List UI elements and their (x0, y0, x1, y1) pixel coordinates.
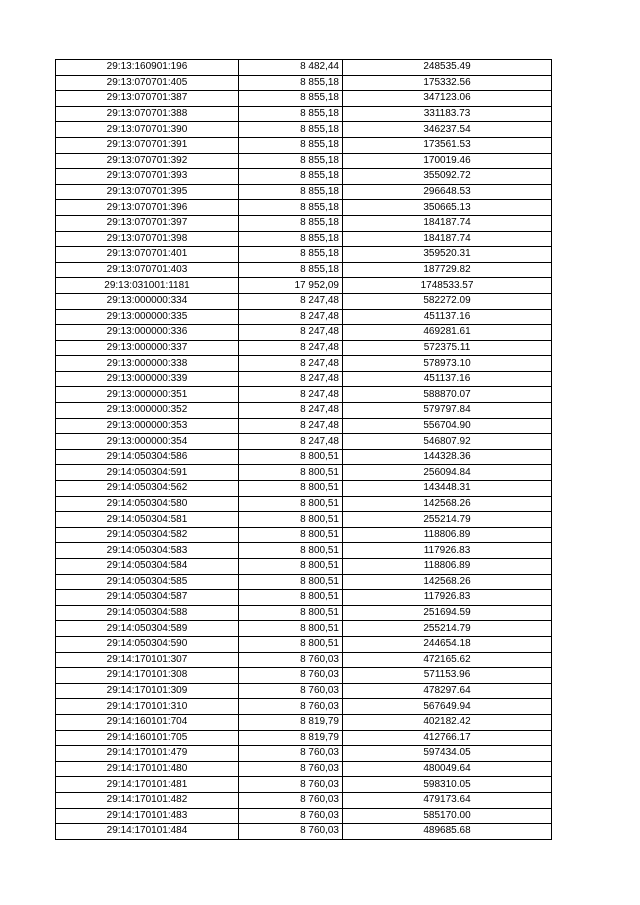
cadastral-number-cell: 29:13:160901:196 (56, 60, 239, 76)
cadastral-number-cell: 29:13:070701:398 (56, 231, 239, 247)
cadastral-number-cell: 29:13:070701:392 (56, 153, 239, 169)
table-row (56, 153, 552, 169)
value-cell: 296648.53 (343, 184, 552, 200)
cadastral-number-cell: 29:14:050304:584 (56, 559, 239, 575)
table-row (56, 75, 552, 91)
cadastral-number-cell: 29:13:000000:353 (56, 418, 239, 434)
area-cell: 8 800,51 (239, 465, 343, 481)
area-cell: 8 760,03 (239, 746, 343, 762)
area-cell: 8 800,51 (239, 512, 343, 528)
cadastral-number-cell: 29:13:070701:387 (56, 91, 239, 107)
area-cell: 8 760,03 (239, 761, 343, 777)
area-cell: 8 800,51 (239, 496, 343, 512)
area-cell: 8 760,03 (239, 777, 343, 793)
value-cell: 184187.74 (343, 231, 552, 247)
value-cell: 142568.26 (343, 496, 552, 512)
cadastral-number-cell: 29:13:070701:403 (56, 262, 239, 278)
cadastral-number-cell: 29:13:070701:401 (56, 247, 239, 263)
table-row (56, 824, 552, 840)
value-cell: 355092.72 (343, 169, 552, 185)
value-cell: 1748533.57 (343, 278, 552, 294)
value-cell: 489685.68 (343, 824, 552, 840)
cadastral-number-cell: 29:14:170101:310 (56, 699, 239, 715)
value-cell: 143448.31 (343, 481, 552, 497)
cadastral-number-cell: 29:13:070701:397 (56, 215, 239, 231)
cadastral-number-cell: 29:13:070701:388 (56, 106, 239, 122)
table-row (56, 340, 552, 356)
table-row (56, 200, 552, 216)
cadastral-value-table (55, 59, 552, 840)
value-cell: 556704.90 (343, 418, 552, 434)
table-row (56, 746, 552, 762)
cadastral-number-cell: 29:14:050304:590 (56, 636, 239, 652)
area-cell: 8 855,18 (239, 137, 343, 153)
value-cell: 256094.84 (343, 465, 552, 481)
cadastral-number-cell: 29:13:070701:390 (56, 122, 239, 138)
table-row (56, 465, 552, 481)
area-cell: 8 855,18 (239, 122, 343, 138)
area-cell: 8 247,48 (239, 418, 343, 434)
table-row (56, 418, 552, 434)
area-cell: 8 855,18 (239, 231, 343, 247)
area-cell: 8 819,79 (239, 730, 343, 746)
table-row (56, 777, 552, 793)
value-cell: 585170.00 (343, 808, 552, 824)
value-cell: 546807.92 (343, 434, 552, 450)
area-cell: 8 800,51 (239, 481, 343, 497)
area-cell: 8 800,51 (239, 590, 343, 606)
cadastral-number-cell: 29:14:170101:307 (56, 652, 239, 668)
value-cell: 144328.36 (343, 449, 552, 465)
cadastral-number-cell: 29:14:050304:586 (56, 449, 239, 465)
value-cell: 117926.83 (343, 590, 552, 606)
table-row (56, 636, 552, 652)
table-row (56, 137, 552, 153)
table-row (56, 559, 552, 575)
area-cell: 8 760,03 (239, 808, 343, 824)
cadastral-number-cell: 29:13:000000:335 (56, 309, 239, 325)
table-row (56, 543, 552, 559)
cadastral-number-cell: 29:13:070701:405 (56, 75, 239, 91)
cadastral-number-cell: 29:14:050304:580 (56, 496, 239, 512)
value-cell: 118806.89 (343, 559, 552, 575)
cadastral-number-cell: 29:13:070701:396 (56, 200, 239, 216)
table-row (56, 496, 552, 512)
cadastral-number-cell: 29:14:050304:562 (56, 481, 239, 497)
value-cell: 255214.79 (343, 621, 552, 637)
area-cell: 8 855,18 (239, 262, 343, 278)
table-row (56, 293, 552, 309)
value-cell: 142568.26 (343, 574, 552, 590)
table-row (56, 481, 552, 497)
area-cell: 8 760,03 (239, 668, 343, 684)
cadastral-number-cell: 29:14:170101:479 (56, 746, 239, 762)
cadastral-number-cell: 29:13:000000:337 (56, 340, 239, 356)
area-cell: 8 800,51 (239, 621, 343, 637)
area-cell: 8 855,18 (239, 169, 343, 185)
table-row (56, 91, 552, 107)
value-cell: 187729.82 (343, 262, 552, 278)
area-cell: 8 247,48 (239, 325, 343, 341)
area-cell: 8 247,48 (239, 387, 343, 403)
value-cell: 469281.61 (343, 325, 552, 341)
table-row (56, 527, 552, 543)
cadastral-number-cell: 29:14:050304:591 (56, 465, 239, 481)
table-row (56, 215, 552, 231)
cadastral-number-cell: 29:13:000000:338 (56, 356, 239, 372)
value-cell: 346237.54 (343, 122, 552, 138)
table-row (56, 309, 552, 325)
table-row (56, 231, 552, 247)
value-cell: 451137.16 (343, 371, 552, 387)
table-row (56, 449, 552, 465)
table-row (56, 590, 552, 606)
area-cell: 8 247,48 (239, 340, 343, 356)
value-cell: 170019.46 (343, 153, 552, 169)
cadastral-number-cell: 29:14:050304:589 (56, 621, 239, 637)
cadastral-number-cell: 29:14:050304:583 (56, 543, 239, 559)
table-row (56, 60, 552, 76)
value-cell: 480049.64 (343, 761, 552, 777)
table-row (56, 262, 552, 278)
value-cell: 402182.42 (343, 714, 552, 730)
table-row (56, 184, 552, 200)
table-row (56, 621, 552, 637)
area-cell: 8 800,51 (239, 605, 343, 621)
area-cell: 8 247,48 (239, 434, 343, 450)
cadastral-number-cell: 29:13:000000:334 (56, 293, 239, 309)
area-cell: 8 800,51 (239, 543, 343, 559)
value-cell: 117926.83 (343, 543, 552, 559)
area-cell: 8 800,51 (239, 636, 343, 652)
table-row (56, 808, 552, 824)
area-cell: 8 760,03 (239, 683, 343, 699)
area-cell: 8 855,18 (239, 106, 343, 122)
table-row (56, 356, 552, 372)
table-row (56, 730, 552, 746)
cadastral-number-cell: 29:14:170101:309 (56, 683, 239, 699)
area-cell: 17 952,09 (239, 278, 343, 294)
value-cell: 412766.17 (343, 730, 552, 746)
value-cell: 347123.06 (343, 91, 552, 107)
table-row (56, 652, 552, 668)
value-cell: 598310.05 (343, 777, 552, 793)
cadastral-number-cell: 29:14:050304:585 (56, 574, 239, 590)
value-cell: 251694.59 (343, 605, 552, 621)
value-cell: 572375.11 (343, 340, 552, 356)
area-cell: 8 247,48 (239, 293, 343, 309)
value-cell: 175332.56 (343, 75, 552, 91)
cadastral-number-cell: 29:13:000000:354 (56, 434, 239, 450)
cadastral-number-cell: 29:14:170101:308 (56, 668, 239, 684)
cadastral-number-cell: 29:14:050304:588 (56, 605, 239, 621)
area-cell: 8 760,03 (239, 792, 343, 808)
value-cell: 597434.05 (343, 746, 552, 762)
value-cell: 579797.84 (343, 403, 552, 419)
value-cell: 244654.18 (343, 636, 552, 652)
table-row (56, 122, 552, 138)
area-cell: 8 800,51 (239, 574, 343, 590)
area-cell: 8 855,18 (239, 91, 343, 107)
cadastral-number-cell: 29:14:050304:581 (56, 512, 239, 528)
area-cell: 8 855,18 (239, 200, 343, 216)
cadastral-number-cell: 29:14:170101:480 (56, 761, 239, 777)
value-cell: 350665.13 (343, 200, 552, 216)
table-row (56, 761, 552, 777)
area-cell: 8 482,44 (239, 60, 343, 76)
table-row (56, 574, 552, 590)
cadastral-number-cell: 29:14:160101:705 (56, 730, 239, 746)
area-cell: 8 819,79 (239, 714, 343, 730)
value-cell: 255214.79 (343, 512, 552, 528)
area-cell: 8 247,48 (239, 403, 343, 419)
table-row (56, 699, 552, 715)
table-row (56, 683, 552, 699)
area-cell: 8 855,18 (239, 153, 343, 169)
value-cell: 588870.07 (343, 387, 552, 403)
table-row (56, 605, 552, 621)
area-cell: 8 760,03 (239, 699, 343, 715)
table-row (56, 278, 552, 294)
cadastral-number-cell: 29:14:160101:704 (56, 714, 239, 730)
area-cell: 8 800,51 (239, 559, 343, 575)
cadastral-number-cell: 29:14:170101:482 (56, 792, 239, 808)
cadastral-number-cell: 29:13:070701:395 (56, 184, 239, 200)
table-row (56, 371, 552, 387)
value-cell: 472165.62 (343, 652, 552, 668)
table-row (56, 106, 552, 122)
value-cell: 479173.64 (343, 792, 552, 808)
table-row (56, 434, 552, 450)
cadastral-number-cell: 29:13:031001:1181 (56, 278, 239, 294)
table-row (56, 325, 552, 341)
area-cell: 8 855,18 (239, 215, 343, 231)
table-row (56, 512, 552, 528)
cadastral-number-cell: 29:14:170101:484 (56, 824, 239, 840)
cadastral-number-cell: 29:13:070701:391 (56, 137, 239, 153)
value-cell: 173561.53 (343, 137, 552, 153)
cadastral-number-cell: 29:13:000000:352 (56, 403, 239, 419)
area-cell: 8 247,48 (239, 371, 343, 387)
value-cell: 582272.09 (343, 293, 552, 309)
cadastral-number-cell: 29:14:050304:582 (56, 527, 239, 543)
area-cell: 8 855,18 (239, 184, 343, 200)
table-row (56, 169, 552, 185)
table-row (56, 714, 552, 730)
table-row (56, 792, 552, 808)
value-cell: 451137.16 (343, 309, 552, 325)
area-cell: 8 800,51 (239, 527, 343, 543)
table-row (56, 387, 552, 403)
cadastral-number-cell: 29:14:050304:587 (56, 590, 239, 606)
area-cell: 8 760,03 (239, 652, 343, 668)
value-cell: 331183.73 (343, 106, 552, 122)
value-cell: 118806.89 (343, 527, 552, 543)
value-cell: 578973.10 (343, 356, 552, 372)
value-cell: 184187.74 (343, 215, 552, 231)
table-row (56, 247, 552, 263)
value-cell: 248535.49 (343, 60, 552, 76)
area-cell: 8 855,18 (239, 247, 343, 263)
cadastral-number-cell: 29:14:170101:481 (56, 777, 239, 793)
cadastral-number-cell: 29:14:170101:483 (56, 808, 239, 824)
cadastral-number-cell: 29:13:070701:393 (56, 169, 239, 185)
value-cell: 478297.64 (343, 683, 552, 699)
area-cell: 8 247,48 (239, 356, 343, 372)
cadastral-number-cell: 29:13:000000:351 (56, 387, 239, 403)
value-cell: 567649.94 (343, 699, 552, 715)
area-cell: 8 800,51 (239, 449, 343, 465)
area-cell: 8 760,03 (239, 824, 343, 840)
value-cell: 359520.31 (343, 247, 552, 263)
area-cell: 8 855,18 (239, 75, 343, 91)
table-body (56, 60, 552, 840)
cadastral-number-cell: 29:13:000000:336 (56, 325, 239, 341)
table-row (56, 403, 552, 419)
area-cell: 8 247,48 (239, 309, 343, 325)
cadastral-number-cell: 29:13:000000:339 (56, 371, 239, 387)
value-cell: 571153.96 (343, 668, 552, 684)
table-row (56, 668, 552, 684)
